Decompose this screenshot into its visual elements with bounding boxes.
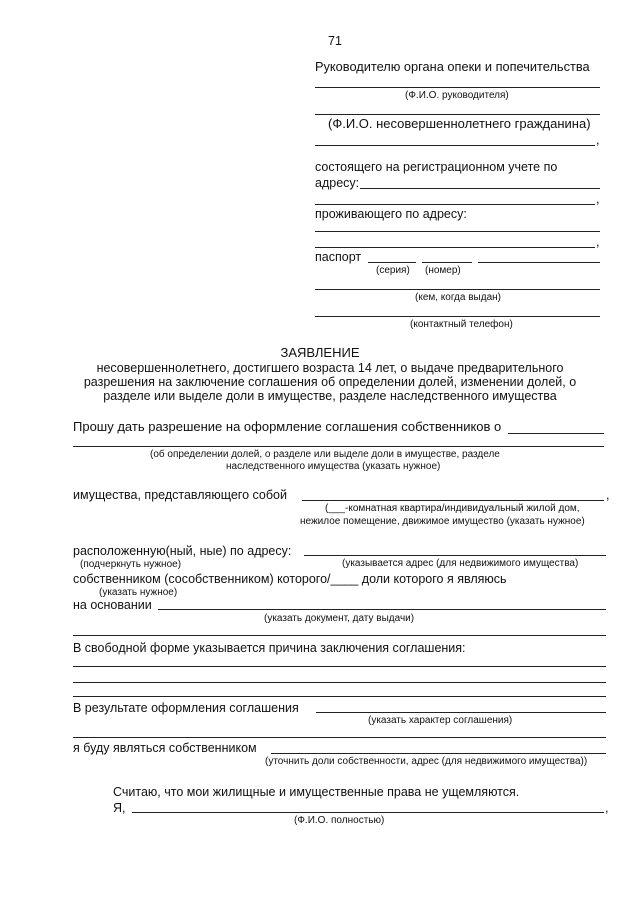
series-hint: (серия) (376, 265, 410, 276)
minor-name-hint: (Ф.И.О. несовершеннолетнего гражданина) (328, 116, 591, 131)
basis-field[interactable] (158, 609, 606, 610)
free-form-label: В свободной форме указывается причина заключения соглашения: (73, 641, 466, 655)
title-line-1: несовершеннолетнего, достигшего возраста 14 лет, о выдаче предварительного (96, 361, 564, 375)
rights-statement: Считаю, что мои жилищные и имущественные права не ущемляются. (113, 785, 520, 799)
result-label: В результате оформления соглашения (73, 701, 299, 715)
agreement-character-field-2[interactable] (73, 737, 606, 738)
comma: , (596, 192, 600, 206)
comma: , (605, 801, 609, 815)
number-hint: (номер) (425, 265, 461, 276)
residing-address-field[interactable] (315, 231, 600, 232)
agreement-hint-2: наследственного имущества (указать нужное) (226, 461, 441, 472)
agreement-type-field-2[interactable] (73, 446, 604, 447)
issued-hint: (кем, когда выдан) (415, 292, 501, 303)
reason-field-3[interactable] (73, 696, 606, 697)
registered-address-label: адресу: (315, 176, 360, 190)
agreement-hint-1: (об определении долей, о разделе или выделе доли в имуществе, разделе (150, 449, 500, 460)
property-hint-2: нежилое помещение, движимое имущество (указать нужное) (300, 516, 585, 527)
agreement-character-field[interactable] (316, 712, 606, 713)
passport-series-field[interactable] (368, 262, 416, 263)
title-line-3: разделе или выделе доли в имуществе, разделе наследственного имущества (103, 389, 557, 403)
ownership-shares-field[interactable] (271, 753, 606, 754)
passport-number-field[interactable] (422, 262, 472, 263)
registered-text: состоящего на регистрационном учете по (315, 160, 558, 174)
document-hint: (указать документ, дату выдачи) (264, 613, 415, 624)
owner-text: собственником (сособственником) которого/____ доли которого я являюсь (73, 572, 507, 586)
property-field[interactable] (302, 500, 604, 501)
minor-name-field[interactable] (315, 114, 600, 115)
specify-hint: (указать нужное) (99, 587, 178, 598)
shares-hint: (уточнить доли собственности, адрес (для недвижимого имущества)) (265, 756, 588, 767)
title-line-2: разрешения на заключение соглашения об определении долей, изменении долей, о (83, 375, 577, 389)
addressee-text: Руководителю органа опеки и попечительства (315, 59, 590, 74)
reason-field-1[interactable] (73, 666, 606, 667)
property-hint-1: (___-комнатная квартира/индивидуальный жилой дом, (325, 503, 580, 514)
passport-label: паспорт (315, 250, 362, 264)
issued-by-field[interactable] (315, 289, 600, 290)
full-name-field[interactable] (132, 812, 604, 813)
located-label: расположенную(ный, ные) по адресу: (73, 544, 292, 558)
basis-field-2[interactable] (73, 635, 606, 636)
property-label: имущества, представляющего собой (73, 488, 287, 502)
phone-field[interactable] (315, 316, 600, 317)
document-title: ЗАЯВЛЕНИЕ (280, 345, 360, 360)
comma: , (606, 488, 610, 502)
residing-label: проживающего по адресу: (315, 207, 467, 221)
minor-name-field-2[interactable] (315, 145, 595, 146)
address-hint: (указывается адрес (для недвижимого имущества) (342, 558, 579, 569)
basis-label: на основании (73, 598, 152, 612)
location-address-field[interactable] (304, 555, 606, 556)
head-name-field[interactable] (315, 87, 600, 88)
underline-hint: (подчеркнуть нужное) (80, 559, 182, 570)
reason-field-2[interactable] (73, 682, 606, 683)
request-text: Прошу дать разрешение на оформление соглашения собственников о (73, 419, 502, 434)
will-be-owner-label: я буду являться собственником (73, 741, 257, 755)
page-number: 71 (328, 34, 342, 48)
comma: , (596, 235, 600, 249)
agreement-character-hint: (указать характер соглашения) (368, 715, 513, 726)
head-name-hint: (Ф.И.О. руководителя) (405, 90, 509, 101)
residing-address-field-2[interactable] (315, 247, 595, 248)
passport-extra-field[interactable] (478, 262, 600, 263)
full-name-hint: (Ф.И.О. полностью) (294, 815, 385, 826)
i-label: Я, (113, 801, 126, 815)
registered-address-field[interactable] (360, 188, 600, 189)
comma: , (596, 133, 600, 147)
registered-address-field-2[interactable] (315, 204, 595, 205)
phone-hint: (контактный телефон) (410, 319, 513, 330)
agreement-type-field[interactable] (508, 433, 604, 434)
